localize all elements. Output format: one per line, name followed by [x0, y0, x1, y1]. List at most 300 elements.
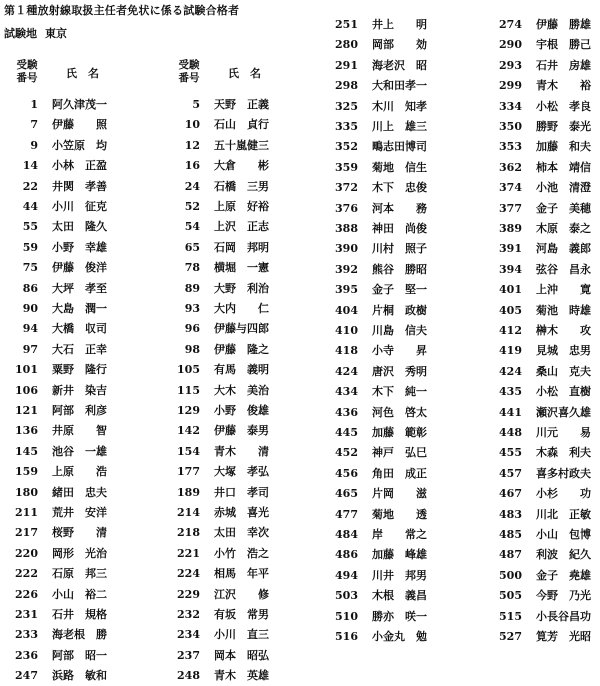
- candidate-name: 石井 規格: [52, 608, 107, 621]
- candidate-name: 小竹 浩之: [214, 546, 269, 560]
- candidate-name: 青木 清: [214, 444, 269, 458]
- list-item: [8, 115, 107, 135]
- candidate-name: 神田 尚俊: [372, 222, 427, 235]
- candidate-name: 上原 浩: [52, 465, 107, 479]
- exam-number: 106: [15, 383, 38, 397]
- list-item: [8, 156, 107, 176]
- list-item: [170, 625, 269, 645]
- exam-number: 12: [184, 138, 200, 152]
- list-item: [170, 483, 269, 503]
- header-exam-number: 受験 番号: [178, 59, 200, 84]
- list-item: [492, 178, 591, 198]
- list-item: [328, 199, 427, 219]
- exam-number: 485: [499, 528, 522, 541]
- exam-number: 293: [499, 58, 522, 72]
- exam-number: 14: [22, 159, 38, 173]
- list-item: [8, 360, 107, 380]
- list-item: [8, 442, 107, 462]
- list-item: [8, 258, 107, 278]
- list-item: [492, 423, 591, 443]
- list-item: [328, 403, 427, 423]
- list-item: [170, 238, 269, 258]
- list-item: [328, 280, 427, 300]
- candidate-name: 金子 堅一: [372, 283, 427, 297]
- exam-number: 86: [22, 281, 38, 295]
- candidate-name: 桜野 清: [52, 526, 107, 540]
- candidate-name: 大塚 孝弘: [214, 465, 269, 479]
- list-item: [170, 605, 269, 625]
- candidate-name: 浜路 敏和: [52, 669, 107, 683]
- list-item: [492, 97, 591, 117]
- exam-number: 372: [335, 181, 358, 195]
- exam-number: 129: [177, 404, 200, 417]
- exam-number: 214: [177, 506, 200, 519]
- list-item: [8, 564, 107, 584]
- exam-number: 24: [184, 179, 200, 193]
- list-item: [328, 301, 427, 321]
- list-item: [170, 340, 269, 360]
- candidate-name: 阿久津茂一: [52, 98, 107, 111]
- list-item: [170, 421, 269, 441]
- list-item: [170, 177, 269, 197]
- candidate-name: 河本 務: [372, 201, 427, 215]
- list-item: [8, 217, 107, 237]
- exam-number: 274: [499, 18, 522, 31]
- candidate-name: 木根 義昌: [372, 589, 427, 603]
- candidate-name: 小野 俊雄: [214, 404, 269, 417]
- candidate-name: 青木 英雄: [214, 669, 269, 683]
- list-item: [328, 341, 427, 361]
- list-item: [328, 607, 427, 627]
- list-item: [170, 115, 269, 135]
- candidate-name: 上沖 寛: [536, 283, 591, 297]
- exam-number: 9: [30, 138, 38, 152]
- exam-number: 222: [15, 567, 38, 581]
- candidate-name: 河色 啓太: [372, 405, 427, 419]
- candidate-name: 木森 利夫: [536, 446, 591, 460]
- exam-number: 389: [499, 222, 522, 235]
- candidate-name: 岡本 昭弘: [214, 648, 269, 662]
- candidate-name: 川元 易: [536, 426, 591, 439]
- candidate-name: 片岡 滋: [372, 487, 427, 501]
- exam-number: 224: [177, 567, 200, 581]
- candidate-name: 小林 正盈: [52, 159, 107, 173]
- exam-number: 237: [177, 648, 200, 662]
- candidate-name: 横堀 一憲: [214, 261, 269, 275]
- list-item: [170, 381, 269, 401]
- exam-number: 280: [335, 38, 358, 52]
- list-item: [170, 319, 269, 339]
- list-item: [492, 403, 591, 423]
- list-item: [492, 362, 591, 382]
- exam-number: 412: [499, 324, 522, 337]
- exam-number: 395: [335, 283, 358, 297]
- exam-number: 391: [499, 242, 522, 256]
- candidate-name: 今野 乃光: [536, 589, 591, 603]
- list-item: [328, 545, 427, 565]
- list-item: [8, 177, 107, 197]
- candidate-name: 小松 直樹: [536, 385, 591, 399]
- exam-number: 247: [15, 669, 38, 683]
- candidate-name: 加藤 峰雄: [372, 548, 427, 562]
- exam-number: 376: [335, 201, 358, 215]
- candidate-name: 石井 房雄: [536, 58, 591, 72]
- list-item: [8, 299, 107, 319]
- list-item: [328, 219, 427, 239]
- exam-number: 456: [335, 466, 358, 480]
- exam-number: 494: [335, 568, 358, 582]
- candidate-name: 神戸 弘巳: [372, 446, 427, 460]
- candidate-name: 石岡 邦明: [214, 240, 269, 254]
- candidate-name: 見城 忠男: [536, 344, 591, 358]
- exam-number: 392: [335, 262, 358, 276]
- exam-number: 44: [22, 200, 38, 213]
- candidate-name: 川島 信夫: [372, 324, 427, 337]
- exam-number: 55: [22, 220, 38, 234]
- candidate-name: 伊藤 照: [52, 118, 107, 132]
- list-item: [8, 238, 107, 258]
- exam-number: 298: [335, 79, 358, 93]
- exam-number: 96: [184, 322, 200, 336]
- candidate-name: 熊谷 勝昭: [372, 262, 427, 276]
- candidate-name: 井関 孝善: [52, 179, 107, 193]
- exam-number: 142: [177, 424, 200, 438]
- list-item: [492, 627, 591, 647]
- candidate-name: 唐沢 秀明: [372, 364, 427, 378]
- exam-number: 97: [22, 342, 38, 356]
- exam-number: 362: [499, 160, 522, 174]
- exam-number: 401: [499, 283, 522, 297]
- exam-number: 405: [499, 303, 522, 317]
- exam-number: 418: [335, 344, 358, 358]
- list-item: [492, 341, 591, 361]
- exam-number: 452: [335, 446, 358, 460]
- exam-number: 7: [30, 118, 38, 132]
- candidate-name: 伊藤 勝雄: [536, 18, 591, 31]
- candidate-name: 木下 純一: [372, 385, 427, 399]
- candidate-name: 上沢 正志: [214, 220, 269, 234]
- list-item: [492, 505, 591, 525]
- list-item: [328, 137, 427, 157]
- candidate-name: 金子 美穂: [536, 201, 591, 215]
- candidate-name: 太田 幸次: [214, 526, 269, 540]
- candidate-name: 菊地 透: [372, 507, 427, 521]
- list-item: [492, 321, 591, 341]
- exam-number: 54: [184, 220, 200, 234]
- exam-number: 290: [499, 38, 522, 52]
- exam-number: 236: [15, 648, 38, 662]
- exam-number: 78: [184, 261, 200, 275]
- list-item: [492, 443, 591, 463]
- exam-number: 232: [177, 608, 200, 621]
- candidate-name: 大島 潤一: [52, 302, 107, 315]
- site-name: 東京: [45, 27, 67, 40]
- exam-number: 527: [499, 630, 522, 643]
- exam-number: 404: [335, 303, 358, 317]
- candidate-name: 川村 照子: [372, 242, 427, 256]
- candidate-name: 筧芳 光昭: [536, 630, 591, 643]
- exam-number: 503: [335, 589, 358, 603]
- exam-number: 465: [335, 487, 358, 501]
- candidate-name: 石山 貞行: [214, 118, 269, 132]
- exam-number: 467: [499, 487, 522, 501]
- candidate-name: 小笠原 均: [52, 138, 107, 152]
- exam-number: 435: [499, 385, 522, 399]
- candidate-name: 木川 知孝: [372, 99, 427, 113]
- candidate-name: 赤城 喜光: [214, 506, 269, 519]
- candidate-name: 利波 紀久: [536, 548, 591, 562]
- list-item: [170, 197, 269, 217]
- candidate-name: 加藤 和夫: [536, 140, 591, 154]
- list-item: [328, 566, 427, 586]
- list-item: [8, 462, 107, 482]
- list-item: [8, 503, 107, 523]
- candidate-name: 桑山 克夫: [536, 364, 591, 378]
- exam-number: 410: [335, 324, 358, 337]
- candidate-name: 伊藤 泰男: [214, 424, 269, 438]
- exam-number: 226: [15, 587, 38, 601]
- list-item: [328, 464, 427, 484]
- list-item: [170, 217, 269, 237]
- site-label: 試験地: [4, 27, 37, 40]
- list-item: [8, 401, 107, 421]
- candidate-name: 岡部 効: [372, 38, 427, 52]
- candidate-name: 木原 泰之: [536, 222, 591, 235]
- exam-number: 445: [335, 426, 358, 439]
- exam-number: 16: [184, 159, 200, 173]
- exam-number: 377: [499, 201, 522, 215]
- exam-number: 65: [184, 240, 200, 254]
- candidate-name: 大橋 収司: [52, 322, 107, 336]
- list-item: [170, 136, 269, 156]
- list-item: [170, 564, 269, 584]
- list-item: [8, 136, 107, 156]
- list-item: [8, 279, 107, 299]
- exam-number: 334: [499, 99, 522, 113]
- candidate-name: 勝亦 咲一: [372, 609, 427, 623]
- list-item: [170, 585, 269, 605]
- exam-number: 483: [499, 507, 522, 521]
- list-item: [170, 401, 269, 421]
- exam-number: 145: [15, 444, 38, 458]
- exam-number: 251: [335, 18, 358, 31]
- header-exam-number: 受験 番号: [16, 59, 38, 84]
- candidate-name: 小池 清澄: [536, 181, 591, 195]
- candidate-name: 小山 裕二: [52, 587, 107, 601]
- header-name: 氏 名: [228, 67, 261, 80]
- list-item: [328, 15, 427, 35]
- candidate-name: 榊木 攻: [536, 324, 591, 337]
- exam-number: 177: [177, 465, 200, 479]
- exam-number: 515: [499, 609, 522, 623]
- list-item: [170, 646, 269, 666]
- exam-number: 75: [22, 261, 38, 275]
- exam-number: 218: [177, 526, 200, 540]
- exam-number: 325: [335, 99, 358, 113]
- exam-number: 101: [15, 363, 38, 377]
- list-item: [492, 484, 591, 504]
- candidate-name: 荒井 安洋: [52, 506, 107, 519]
- list-item: [492, 260, 591, 280]
- candidate-name: 岸 常之: [372, 528, 427, 541]
- list-item: [328, 56, 427, 76]
- exam-number: 136: [15, 424, 38, 438]
- list-item: [8, 605, 107, 625]
- list-item: [328, 525, 427, 545]
- exam-number: 59: [22, 240, 38, 254]
- candidate-name: 大坪 孝至: [52, 281, 107, 295]
- exam-number: 180: [15, 485, 38, 499]
- candidate-name: 宇根 勝己: [536, 38, 591, 52]
- list-item: [492, 219, 591, 239]
- exam-number: 455: [499, 446, 522, 460]
- exam-number: 5: [192, 98, 200, 111]
- list-item: [492, 199, 591, 219]
- list-item: [328, 505, 427, 525]
- list-item: [492, 566, 591, 586]
- exam-number: 448: [499, 426, 522, 439]
- list-item: [8, 340, 107, 360]
- candidate-name: 弦谷 昌永: [536, 262, 591, 276]
- exam-number: 233: [15, 628, 38, 642]
- candidate-name: 石橋 三男: [214, 179, 269, 193]
- list-item: [170, 279, 269, 299]
- exam-number: 424: [499, 364, 522, 378]
- candidate-name: 片桐 政樹: [372, 303, 427, 317]
- candidate-name: 緒田 忠夫: [52, 485, 107, 499]
- list-item: [170, 299, 269, 319]
- list-item: [492, 137, 591, 157]
- exam-number: 89: [184, 281, 200, 295]
- candidate-name: 粟野 隆行: [52, 363, 107, 377]
- list-item: [328, 97, 427, 117]
- exam-number: 105: [177, 363, 200, 377]
- candidate-name: 川井 邦男: [372, 568, 427, 582]
- list-item: [328, 178, 427, 198]
- candidate-name: 井口 孝司: [214, 485, 269, 499]
- exam-site: [4, 25, 67, 41]
- candidate-name: 喜多村政夫: [536, 466, 591, 480]
- exam-number: 516: [335, 630, 358, 643]
- exam-number: 350: [499, 120, 522, 133]
- exam-number: 189: [177, 485, 200, 499]
- list-item: [170, 95, 269, 115]
- exam-number: 299: [499, 79, 522, 93]
- candidate-name: 大和田孝一: [372, 79, 427, 93]
- candidate-name: 岡形 光治: [52, 546, 107, 560]
- list-item: [8, 483, 107, 503]
- candidate-name: 小寺 昇: [372, 344, 427, 358]
- candidate-name: 小山 包博: [536, 528, 591, 541]
- list-item: [328, 627, 427, 647]
- list-item: [328, 586, 427, 606]
- list-item: [170, 442, 269, 462]
- exam-number: 220: [15, 546, 38, 560]
- list-item: [8, 523, 107, 543]
- list-item: [492, 117, 591, 137]
- candidate-name: 太田 隆久: [52, 220, 107, 234]
- candidate-name: 鴫志田博司: [372, 140, 427, 154]
- exam-number: 441: [499, 405, 522, 419]
- exam-number: 486: [335, 548, 358, 562]
- list-item: [492, 545, 591, 565]
- list-item: [328, 321, 427, 341]
- list-item: [170, 544, 269, 564]
- list-item: [492, 280, 591, 300]
- candidate-name: 小野 幸雄: [52, 240, 107, 254]
- list-item: [170, 156, 269, 176]
- exam-number: 484: [335, 528, 358, 541]
- exam-number: 291: [335, 58, 358, 72]
- candidate-name: 大石 正幸: [52, 342, 107, 356]
- list-item: [492, 35, 591, 55]
- exam-number: 359: [335, 160, 358, 174]
- candidate-name: 金子 堯雄: [536, 568, 591, 582]
- candidate-name: 小川 直三: [214, 628, 269, 642]
- exam-number: 394: [499, 262, 522, 276]
- list-item: [328, 260, 427, 280]
- candidate-name: 大木 美治: [214, 383, 269, 397]
- exam-number: 434: [335, 385, 358, 399]
- list-item: [492, 301, 591, 321]
- candidate-name: 瀬沢喜久雄: [536, 405, 591, 419]
- exam-number: 353: [499, 140, 522, 154]
- candidate-name: 池谷 一雄: [52, 444, 107, 458]
- exam-number: 121: [15, 404, 38, 417]
- candidate-name: 阿部 昭一: [52, 648, 107, 662]
- exam-number: 217: [15, 526, 38, 540]
- candidate-name: 木下 忠俊: [372, 181, 427, 195]
- list-item: [8, 625, 107, 645]
- candidate-name: 海老根 勝: [52, 628, 107, 642]
- candidate-name: 大内 仁: [214, 302, 269, 315]
- exam-number: 231: [15, 608, 38, 621]
- list-item: [8, 646, 107, 666]
- exam-number: 90: [22, 302, 38, 315]
- exam-number: 211: [15, 506, 38, 519]
- exam-number: 477: [335, 507, 358, 521]
- list-item: [492, 607, 591, 627]
- candidate-name: 小松 孝良: [536, 99, 591, 113]
- candidate-name: 江沢 修: [214, 587, 269, 601]
- exam-number: 221: [177, 546, 200, 560]
- candidate-name: 伊藤 俊洋: [52, 261, 107, 275]
- list-item: [8, 666, 107, 686]
- candidate-name: 相馬 年平: [214, 567, 269, 581]
- candidate-name: 小金丸 勉: [372, 630, 427, 643]
- exam-number: 94: [22, 322, 38, 336]
- list-item: [328, 423, 427, 443]
- list-item: [8, 95, 107, 115]
- exam-number: 159: [15, 465, 38, 479]
- exam-number: 229: [177, 587, 200, 601]
- candidate-name: 青木 裕: [536, 79, 591, 93]
- exam-number: 390: [335, 242, 358, 256]
- candidate-name: 伊藤 隆之: [214, 342, 269, 356]
- list-item: [8, 585, 107, 605]
- list-item: [328, 117, 427, 137]
- exam-number: 457: [499, 466, 522, 480]
- candidate-name: 天野 正義: [214, 98, 269, 111]
- exam-number: 22: [22, 179, 38, 193]
- candidate-name: 伊藤与四郎: [214, 322, 269, 336]
- candidate-name: 石原 邦三: [52, 567, 107, 581]
- list-item: [170, 258, 269, 278]
- list-item: [492, 15, 591, 35]
- candidate-name: 上原 好裕: [214, 200, 269, 213]
- candidate-name: 川北 正敏: [536, 507, 591, 521]
- list-item: [492, 158, 591, 178]
